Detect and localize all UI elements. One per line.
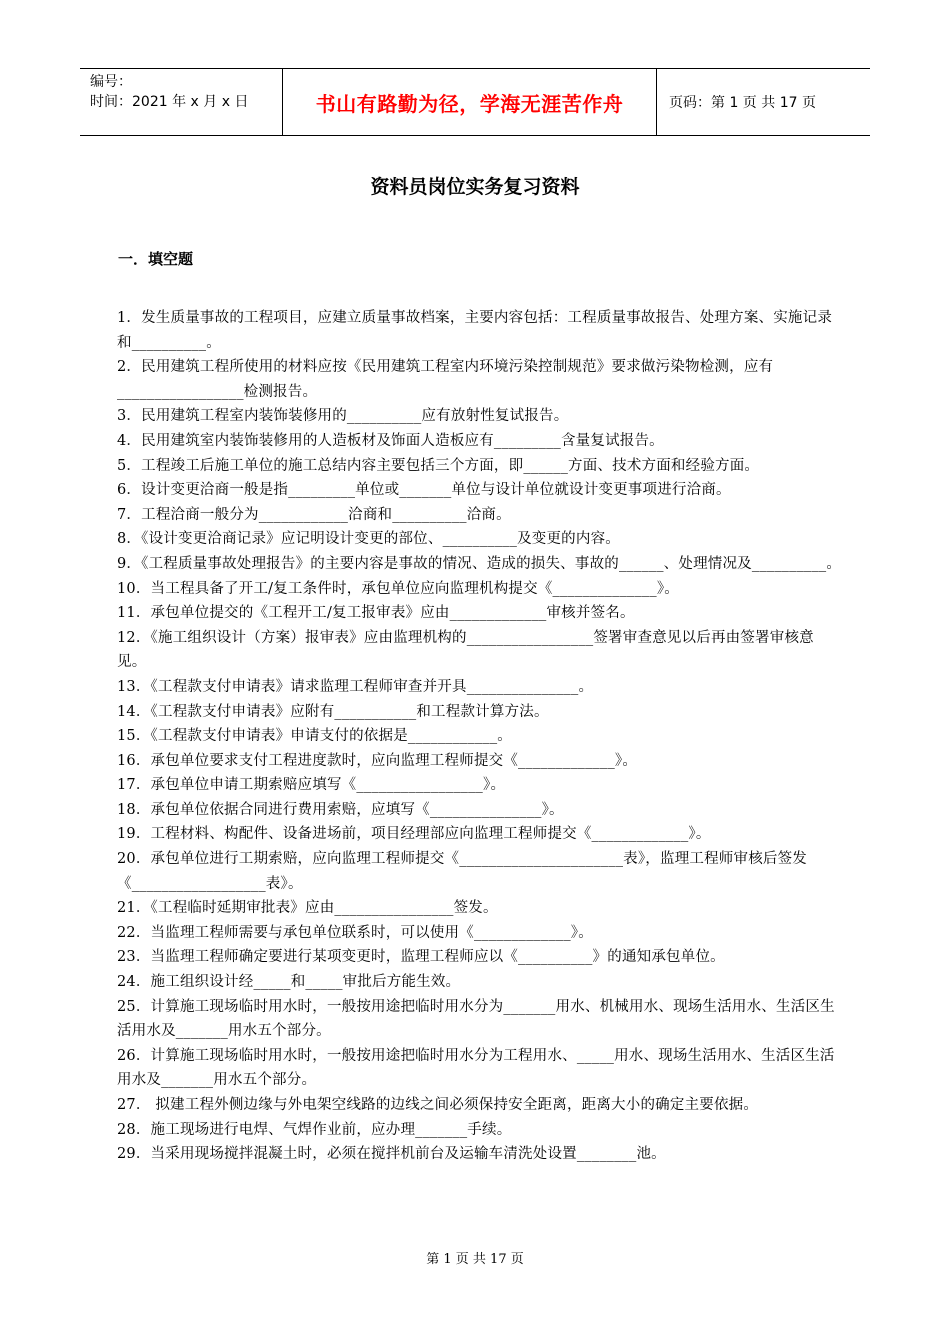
question-item: 28．施工现场进行电焊、气焊作业前，应办理_______手续。 <box>117 1121 512 1138</box>
question-item: 11．承包单位提交的《工程开工/复工报审表》应由_____________审核并签名。 <box>117 605 635 622</box>
question-item: 14．《工程款支付申请表》应附有___________和工程款计算方法。 <box>117 703 549 720</box>
question-item: 25．计算施工现场临时用水时，一般按用途把临时用水分为_______用水、机械用水、现场生活用水、生活区生活用水及_______用水五个部分。 <box>117 998 835 1040</box>
time-label: 时间：2021 年 x 月 x 日 <box>90 94 249 110</box>
question-item: 29．当采用现场搅拌混凝土时，必须在搅拌机前台及运输车清洗处设置________池。 <box>117 1146 666 1163</box>
question-item: 12．《施工组织设计（方案）报审表》应由监理机构的_________________签署审查意见以后再由签署审核意见。 <box>117 629 814 671</box>
question-item: 16．承包单位要求支付工程进度款时，应向监理工程师提交《_____________》。 <box>117 752 638 769</box>
header-info <box>80 69 282 135</box>
page-code: 页码：第 1 页 共 17 页 <box>669 95 816 111</box>
header-motto-cell <box>282 69 657 135</box>
question-item: 5．工程竣工后施工单位的施工总结内容主要包括三个方面，即______方面、技术方面和经验方面。 <box>117 457 760 474</box>
question-item: 1．发生质量事故的工程项目，应建立质量事故档案，主要内容包括：工程质量事故报告、处理方案、实施记录和__________。 <box>117 310 833 351</box>
question-item: 22．当监理工程师需要与承包单位联系时，可以使用《_____________》。 <box>117 924 593 941</box>
question-item: 13．《工程款支付申请表》请求监理工程师审查并开具_______________。 <box>117 678 594 695</box>
question-item: 4．民用建筑室内装饰装修用的人造板材及饰面人造板应有_________含量复试报告。 <box>117 432 664 449</box>
page-header <box>80 68 870 136</box>
page-footer: 第 1 页 共 17 页 <box>426 1252 524 1267</box>
question-item: 3．民用建筑工程室内装饰装修用的__________应有放射性复试报告。 <box>117 408 569 425</box>
question-item: 24．施工组织设计经_____和_____审批后方能生效。 <box>117 974 461 991</box>
question-list <box>117 306 842 1167</box>
question-item: 17．承包单位申请工期索赔应填写《_________________》。 <box>117 777 506 794</box>
question-item: 7．工程洽商一般分为____________洽商和__________洽商。 <box>117 506 511 523</box>
question-item: 2．民用建筑工程所使用的材料应按《民用建筑工程室内环境污染控制规范》要求做污染物检测，应有_________________检测报告。 <box>117 359 774 400</box>
question-item: 23．当监理工程师确定要进行某项变更时，监理工程师应以《__________》的通知承包单位。 <box>117 949 725 966</box>
question-item: 21．《工程临时延期审批表》应由________________签发。 <box>117 900 498 917</box>
question-item: 19．工程材料、构配件、设备进场前，项目经理部应向监理工程师提交《_____________》。 <box>117 826 711 843</box>
document-title: 资料员岗位实务复习资料 <box>370 176 580 198</box>
question-item: 18．承包单位依据合同进行费用索赔，应填写《_______________》。 <box>117 801 564 818</box>
question-item: 9．《工程质量事故处理报告》的主要内容是事故的情况、造成的损失、事故的______、处理情况及__________。 <box>117 555 842 572</box>
motto: 书山有路勤为径，学海无涯苦作舟 <box>315 91 624 116</box>
question-item: 15．《工程款支付申请表》申请支付的依据是____________。 <box>117 728 512 745</box>
question-item: 27． 拟建工程外侧边缘与外电架空线路的边线之间必须保持安全距离，距离大小的确定主要依据。 <box>117 1097 759 1113</box>
question-item: 20．承包单位进行工期索赔，应向监理工程师提交《______________________表》，监理工程师审核后签发《__________________表》。 <box>117 851 807 892</box>
question-item: 6．设计变更洽商一般是指_________单位或_______单位与设计单位就设计变更事项进行洽商。 <box>117 482 731 499</box>
question-item: 26．计算施工现场临时用水时，一般按用途把临时用水分为工程用水、_____用水、现场生活用水、生活区生活用水及_______用水五个部分。 <box>117 1047 835 1089</box>
question-item: 8．《设计变更洽商记录》应记明设计变更的部位、__________及变更的内容。 <box>117 531 620 548</box>
question-item: 10．当工程具备了开工/复工条件时，承包单位应向监理机构提交《______________》。 <box>117 580 679 597</box>
number-label: 编号： <box>90 74 132 90</box>
header-page-cell <box>657 69 870 135</box>
section-heading: 一．填空题 <box>118 250 194 268</box>
